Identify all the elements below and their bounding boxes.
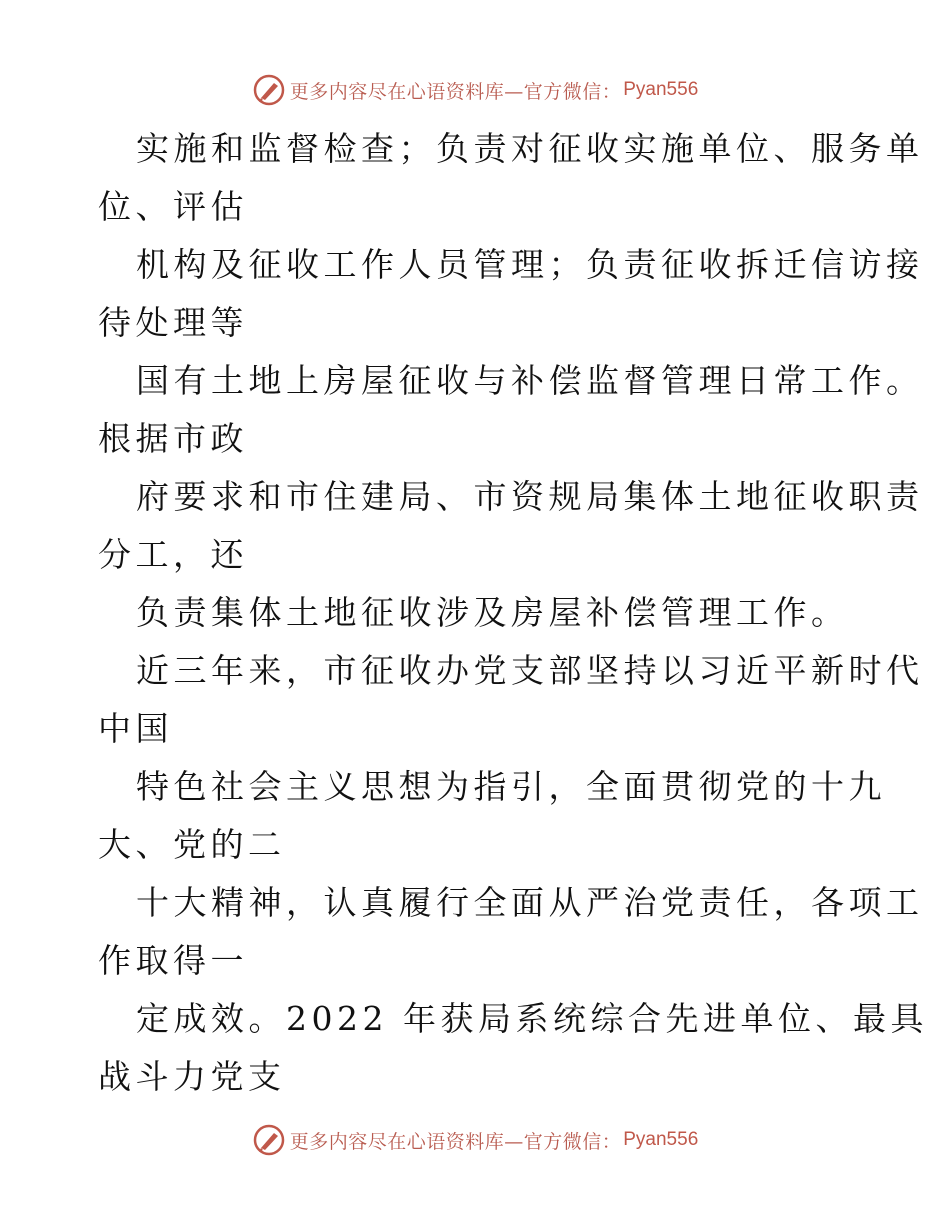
text-line: 负责集体土地征收涉及房屋补偿管理工作。 <box>136 593 849 632</box>
document-body <box>98 120 928 1106</box>
text-line: 待处理等 <box>98 303 248 342</box>
watermark-account: Pyan556 <box>623 79 699 100</box>
watermark-account: Pyan556 <box>623 1129 699 1150</box>
header-watermark <box>0 70 950 110</box>
text-line: 近三年来，市征收办党支部坚持以习近平新时代 <box>136 651 924 690</box>
text-line: 位、评估 <box>98 187 248 226</box>
pen-logo-icon <box>252 73 286 107</box>
text-line: 府要求和市住建局、市资规局集体土地征收职责 <box>136 477 924 516</box>
text-line: 中国 <box>98 709 173 748</box>
text-line: 定成效。2022 年获局系统综合先进单位、最具 <box>136 999 928 1038</box>
footer-watermark <box>0 1120 950 1160</box>
text-line: 分工，还 <box>98 535 248 574</box>
text-line: 根据市政 <box>98 419 248 458</box>
text-line: 机构及征收工作人员管理；负责征收拆迁信访接 <box>136 245 924 284</box>
text-line: 特色社会主义思想为指引，全面贯彻党的十九 <box>136 767 886 806</box>
text-line: 实施和监督检查；负责对征收实施单位、服务单 <box>136 129 924 168</box>
text-line: 作取得一 <box>98 941 248 980</box>
watermark-text: 更多内容尽在心语资料库—官方微信： <box>289 80 622 103</box>
pen-logo-icon <box>252 1123 286 1157</box>
text-line: 十大精神，认真履行全面从严治党责任，各项工 <box>136 883 924 922</box>
text-line: 大、党的二 <box>98 825 286 864</box>
text-line: 国有土地上房屋征收与补偿监督管理日常工作。 <box>136 361 924 400</box>
text-line: 战斗力党支 <box>98 1057 286 1096</box>
watermark-text: 更多内容尽在心语资料库—官方微信： <box>289 1130 622 1153</box>
